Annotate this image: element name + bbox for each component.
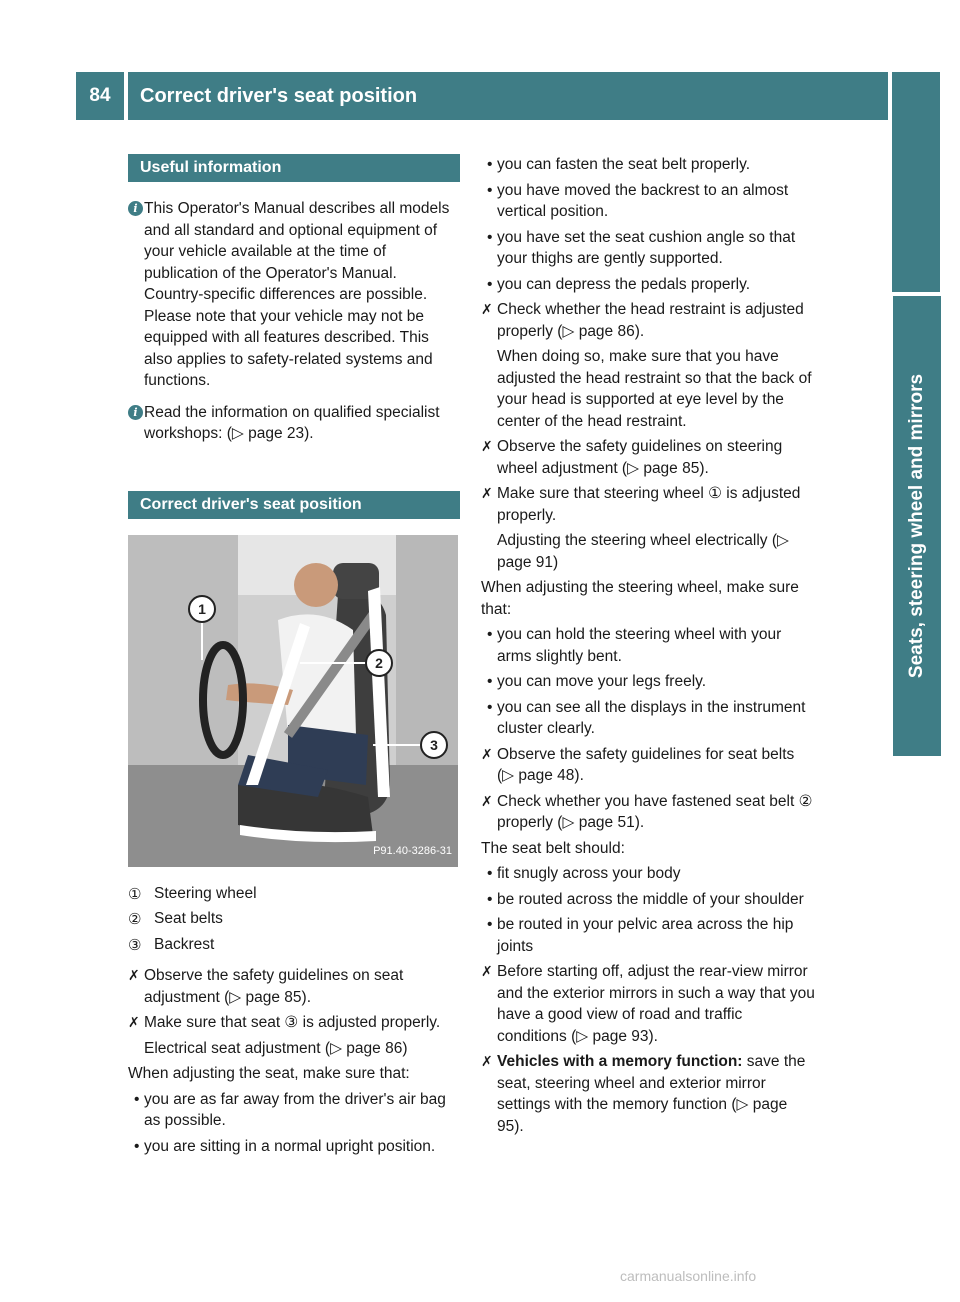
action-x-icon: ✗ — [481, 792, 493, 809]
legend-number: ② — [128, 911, 142, 928]
bullet-item: • you can depress the pedals properly. — [481, 274, 815, 296]
bullet-item: • you are sitting in a normal upright position. — [128, 1136, 460, 1158]
action-item — [481, 961, 815, 1047]
action-x-icon: ✗ — [481, 745, 493, 762]
info-text: This Operator's Manual describes all models and all standard and optional equipment of your vehicle available at the time of publication of the Operator's Manual. Country-specific differences are possible. Please note that your vehicle may not be equipped with all features described. This also applies to safety-related systems and functions. — [144, 200, 450, 389]
action-x-icon: ✗ — [128, 967, 140, 983]
info-icon: i — [128, 405, 143, 420]
action-text: Observe the safety guidelines for seat belts (▷ page 48). — [497, 745, 795, 784]
paragraph: When adjusting the steering wheel, make sure that: — [481, 579, 799, 618]
page-number: 84 — [76, 72, 124, 120]
action-x-icon: ✗ — [128, 1014, 140, 1030]
legend-text: Backrest — [154, 935, 215, 953]
legend-text: Steering wheel — [154, 884, 257, 902]
legend-item — [128, 883, 460, 905]
action-subtext: Adjusting the steering wheel electrically (▷ page 91) — [497, 532, 789, 571]
watermark: carmanualsonline.info — [620, 1268, 757, 1284]
page-title: Correct driver's seat position — [128, 72, 888, 120]
callout-1-label: 1 — [198, 600, 206, 617]
action-text: Observe the safety guidelines on seat adjustment (▷ page 85). — [144, 967, 404, 1006]
action-item — [481, 299, 815, 342]
bullet-item: • you have moved the backrest to an almost vertical position. — [481, 180, 815, 223]
info-text: Read the information on qualified specialist workshops: (▷ page 23). — [144, 403, 440, 442]
action-item — [481, 791, 815, 834]
action-item — [481, 483, 815, 526]
legend-item — [128, 908, 460, 930]
side-tab — [892, 72, 940, 292]
right-column — [481, 154, 815, 1141]
action-x-icon: ✗ — [481, 301, 493, 317]
paragraph: The seat belt should: — [481, 839, 625, 857]
legend-number: ① — [128, 885, 142, 903]
info-icon: i — [128, 201, 143, 216]
seat-position-illustration — [128, 535, 458, 867]
paragraph: When adjusting the seat, make sure that: — [128, 1065, 410, 1082]
bullet-item: • you are as far away from the driver's air bag as possible. — [128, 1089, 460, 1132]
section-heading: Correct driver's seat position — [128, 491, 460, 519]
action-text: save the seat, steering wheel and exterior mirror settings with the memory function (▷ page 95). — [497, 1053, 806, 1135]
action-text: Observe the safety guidelines on steering wheel adjustment (▷ page 85). — [497, 438, 783, 477]
bullet-item: • you have set the seat cushion angle so that your thighs are gently supported. — [481, 227, 815, 270]
info-note — [128, 402, 460, 445]
action-text: Before starting off, adjust the rear-view mirror and the exterior mirrors in such a way that you have a good view of road and traffic conditions (▷ page 93). — [497, 963, 815, 1045]
bullet-item: • be routed across the middle of your shoulder — [481, 889, 815, 911]
legend-text: Seat belts — [154, 910, 223, 927]
callout-2-label: 2 — [375, 654, 383, 671]
action-subtext: When doing so, make sure that you have adjusted the head restraint so that the back of your head is supported at eye level by the center of the head restraint. — [497, 348, 812, 430]
bullet-item: • you can fasten the seat belt properly. — [481, 154, 815, 176]
action-text: Check whether the head restraint is adjusted properly (▷ page 86). — [497, 301, 804, 340]
bullet-item: • fit snugly across your body — [481, 863, 815, 885]
chapter-label: Seats, steering wheel and mirrors — [906, 373, 927, 679]
bullet-item: • you can see all the displays in the instrument cluster clearly. — [481, 697, 815, 740]
info-note — [128, 198, 460, 392]
chapter-side-label — [893, 296, 941, 756]
left-column — [128, 154, 460, 1161]
action-item — [128, 965, 460, 1008]
figure-code: P91.40-3286-31 — [373, 845, 452, 857]
bullet-item: • be routed in your pelvic area across the hip joints — [481, 914, 815, 957]
action-text: Check whether you have fastened seat belt ② properly (▷ page 51). — [497, 792, 813, 831]
action-subtext: Electrical seat adjustment (▷ page 86) — [144, 1039, 408, 1057]
bullet-item: • you can hold the steering wheel with your arms slightly bent. — [481, 624, 815, 667]
driver-seat-drawing — [128, 535, 458, 867]
legend-number: ③ — [128, 936, 142, 954]
useful-information-heading: Useful information — [128, 154, 460, 182]
action-x-icon: ✗ — [481, 485, 493, 501]
action-item — [481, 744, 815, 787]
action-item — [128, 1012, 460, 1034]
action-text: Make sure that seat ③ is adjusted properly. — [144, 1014, 441, 1031]
action-bold-text: Vehicles with a memory function: — [497, 1053, 743, 1070]
callout-3-label: 3 — [430, 736, 438, 753]
action-x-icon: ✗ — [481, 1053, 493, 1069]
action-x-icon: ✗ — [481, 963, 493, 979]
action-item — [481, 1051, 815, 1137]
action-item — [481, 436, 815, 479]
bullet-item: • you can move your legs freely. — [481, 671, 815, 693]
action-x-icon: ✗ — [481, 438, 493, 454]
legend-item — [128, 934, 460, 956]
action-text: Make sure that steering wheel ① is adjusted properly. — [497, 485, 801, 524]
